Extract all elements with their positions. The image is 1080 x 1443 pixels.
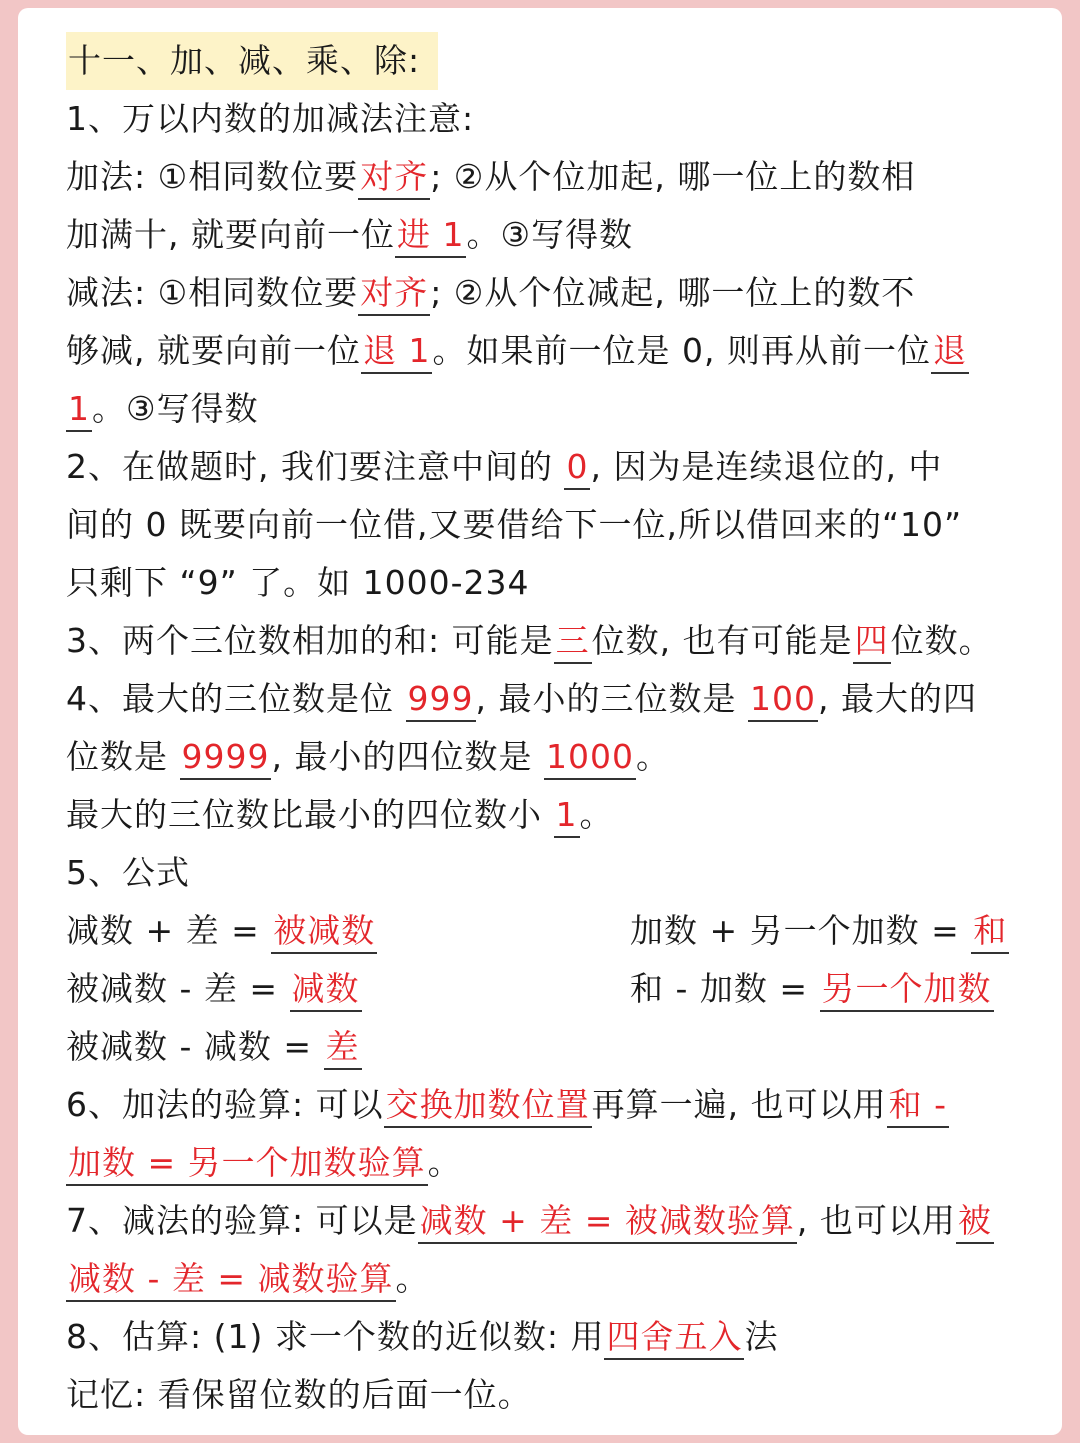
answer-blank: 100 <box>748 678 818 722</box>
answer-blank: 进 1 <box>395 214 467 258</box>
item-2-line-3: 只剩下 “9” 了。如 1000-234 <box>66 563 530 602</box>
answer-blank: 退 <box>931 330 969 374</box>
answer-blank: 减数 <box>290 968 362 1012</box>
answer-blank: 被 <box>956 1200 994 1244</box>
item-7-line-2: 减数 - 差 = 减数验算。 <box>66 1250 1022 1308</box>
answer-blank: 1 <box>66 388 92 432</box>
item-1-sub-line-2: 够减, 就要向前一位退 1。如果前一位是 0, 则再从前一位退 <box>66 322 1022 380</box>
answer-blank: 对齐 <box>358 156 430 200</box>
answer-blank: 1000 <box>544 736 636 780</box>
item-8-line-2: 记忆: 看保留位数的后面一位。 <box>66 1375 532 1414</box>
answer-blank: 9999 <box>180 736 272 780</box>
answer-blank: 退 1 <box>361 330 433 374</box>
item-7-line-1: 7、减法的验算: 可以是减数 + 差 = 被减数验算, 也可以用被 <box>66 1192 1022 1250</box>
section-title: 十一、加、减、乘、除: <box>66 32 438 90</box>
answer-blank: 减数 - 差 = 减数验算 <box>66 1258 396 1302</box>
answer-blank: 四舍五入 <box>604 1316 744 1360</box>
content <box>66 32 1022 1424</box>
answer-blank: 交换加数位置 <box>384 1084 592 1128</box>
answer-blank: 被减数 <box>271 910 377 954</box>
item-4-line-2: 位数是 9999, 最小的四位数是 1000。 <box>66 728 1022 786</box>
item-2-line-2: 间的 0 既要向前一位借,又要借给下一位,所以借回来的“10” <box>66 505 963 544</box>
item-6-line-1: 6、加法的验算: 可以交换加数位置再算一遍, 也可以用和 - <box>66 1076 1022 1134</box>
formula-row-2: 被减数 - 差 = 减数 和 - 加数 = 另一个加数 <box>66 960 1022 1018</box>
page-sheet <box>18 8 1062 1435</box>
answer-blank: 999 <box>406 678 476 722</box>
item-4-line-1: 4、最大的三位数是位 999, 最小的三位数是 100, 最大的四 <box>66 670 1022 728</box>
item-1-sub-line-3: 1。③写得数 <box>66 380 1022 438</box>
answer-blank: 和 - <box>887 1084 949 1128</box>
item-1-add-line-2: 加满十, 就要向前一位进 1。③写得数 <box>66 206 1022 264</box>
item-2-line-1: 2、在做题时, 我们要注意中间的 0, 因为是连续退位的, 中 <box>66 438 1022 496</box>
formula-row-1: 减数 + 差 = 被减数 加数 + 另一个加数 = 和 <box>66 902 1022 960</box>
answer-blank: 另一个加数 <box>820 968 994 1012</box>
answer-blank: 对齐 <box>358 272 430 316</box>
item-1-add-line-1: 加法: ①相同数位要对齐; ②从个位加起, 哪一位上的数相 <box>66 148 1022 206</box>
answer-blank: 三 <box>554 620 592 664</box>
item-4-line-3: 最大的三位数比最小的四位数小 1。 <box>66 786 1022 844</box>
answer-blank: 差 <box>324 1026 362 1070</box>
answer-blank: 1 <box>554 794 580 838</box>
formula-row-3: 被减数 - 减数 = 差 <box>66 1018 1022 1076</box>
answer-blank: 和 <box>971 910 1009 954</box>
item-3-line: 3、两个三位数相加的和: 可能是三位数, 也有可能是四位数。 <box>66 612 1022 670</box>
answer-blank: 四 <box>853 620 891 664</box>
section-title-row <box>66 32 1022 90</box>
answer-blank: 减数 + 差 = 被减数验算 <box>418 1200 797 1244</box>
item-5-heading: 5、公式 <box>66 853 190 892</box>
answer-blank: 0 <box>564 446 590 490</box>
item-8-line-1: 8、估算: (1) 求一个数的近似数: 用四舍五入法 <box>66 1308 1022 1366</box>
item-6-line-2: 加数 = 另一个加数验算。 <box>66 1134 1022 1192</box>
item-1-heading: 1、万以内数的加减法注意: <box>66 99 475 138</box>
item-1-sub-line-1: 减法: ①相同数位要对齐; ②从个位减起, 哪一位上的数不 <box>66 264 1022 322</box>
answer-blank: 加数 = 另一个加数验算 <box>66 1142 428 1186</box>
